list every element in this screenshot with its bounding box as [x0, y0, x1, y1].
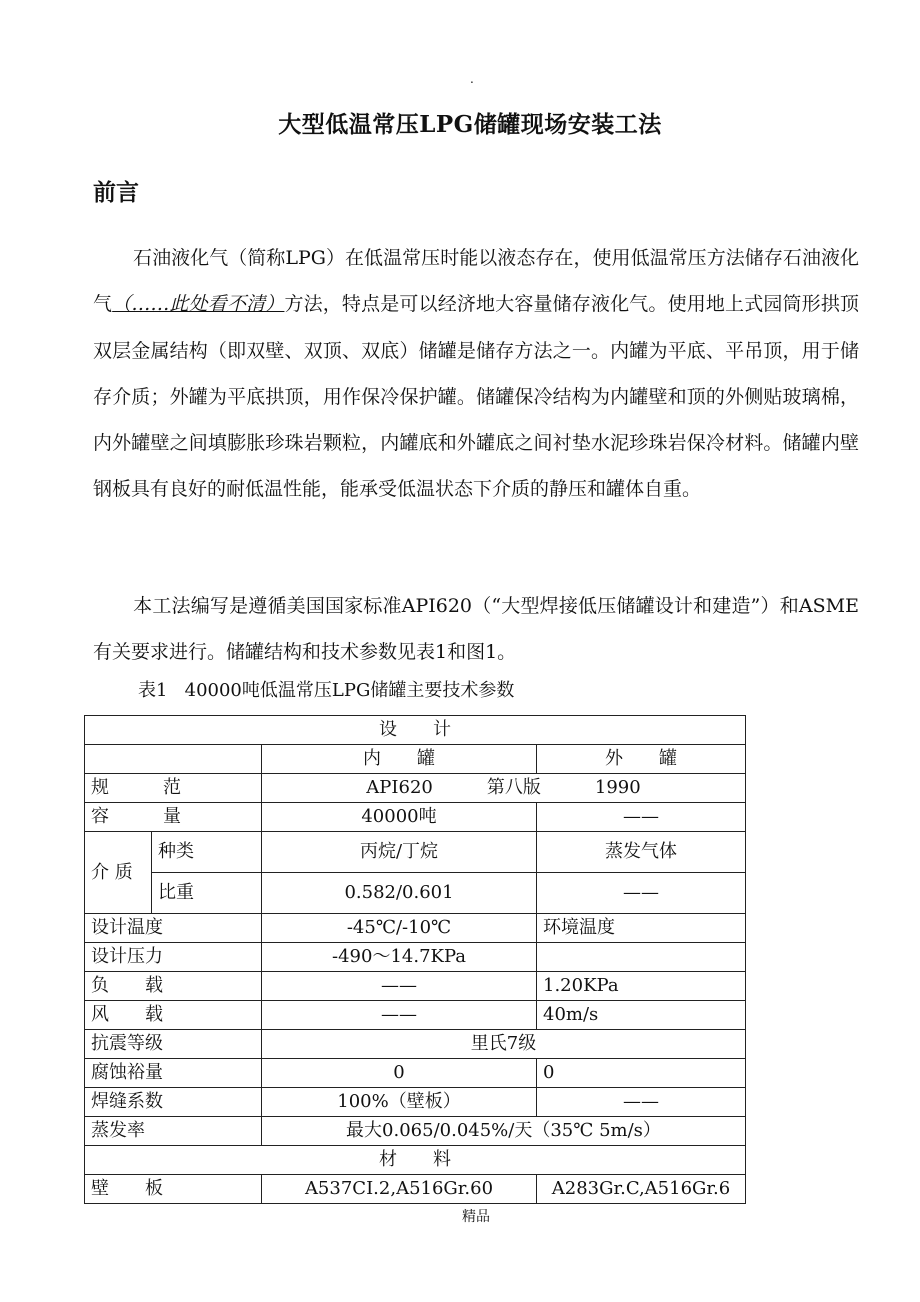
table-cell: 丙烷/丁烷 — [262, 832, 537, 873]
table-cell: 40000吨 — [262, 803, 537, 832]
table-row — [85, 943, 746, 972]
row-label: 设计温度 — [85, 914, 262, 943]
paragraph-intro-part-a: 石油液化气（简称LPG）在低温常压时能以液态存在，使用低温常压方法储存石油液化气 — [93, 247, 859, 316]
paragraph-intro — [93, 235, 859, 513]
row-label: 规 范 — [85, 774, 262, 803]
row-label: 抗震等级 — [85, 1030, 262, 1059]
row-label: 蒸发率 — [85, 1117, 262, 1146]
table-row — [85, 832, 746, 873]
table-row — [85, 1059, 746, 1088]
table-cell: 1.20KPa — [537, 972, 746, 1001]
unclear-text-note: （……此处看不清） — [112, 293, 285, 316]
row-label: 负 载 — [85, 972, 262, 1001]
paragraph-standards — [93, 583, 859, 676]
table-cell: 最大0.065/0.045%/天（35℃ 5m/s） — [262, 1117, 746, 1146]
table-row — [85, 873, 746, 914]
table-row — [85, 1001, 746, 1030]
spec-value-cell: API620 第八版 1990 — [262, 774, 746, 803]
table-row — [85, 1117, 746, 1146]
table-cell: A283Gr.C,A516Gr.6 — [537, 1175, 746, 1204]
table-cell — [537, 943, 746, 972]
row-label: 设计压力 — [85, 943, 262, 972]
table-cell: 环境温度 — [537, 914, 746, 943]
row-label: 腐蚀裕量 — [85, 1059, 262, 1088]
table-cell: -45℃/-10℃ — [262, 914, 537, 943]
table-cell: —— — [537, 1088, 746, 1117]
table-cell: —— — [262, 1001, 537, 1030]
page-footer: 精品 — [462, 1209, 490, 1225]
table-caption: 表1 40000吨低温常压LPG储罐主要技术参数 — [138, 680, 515, 701]
table-row — [85, 803, 746, 832]
document-title: 大型低温常压LPG储罐现场安装工法 — [278, 111, 662, 138]
table-row — [85, 716, 746, 745]
inner-tank-header: 内 罐 — [262, 745, 537, 774]
table-cell: 0 — [537, 1059, 746, 1088]
sub-label: 比重 — [152, 873, 262, 914]
table-cell: -490～14.7KPa — [262, 943, 537, 972]
table-cell: 里氏7级 — [262, 1030, 746, 1059]
table-cell: 0 — [262, 1059, 537, 1088]
outer-tank-header: 外 罐 — [537, 745, 746, 774]
paragraph-intro-part-b: 方法，特点是可以经济地大容量储存液化气。使用地上式园筒形拱顶双层金属结构（即双壁、双顶、双底）储罐是储存方法之一。内罐为平底、平吊顶，用于储存介质；外罐为平底拱顶，用作保冷保护罐。储罐保冷结构为内罐壁和顶的外侧贴玻璃棉，内外罐壁之间填膨胀珍珠岩颗粒，内罐底和外罐底之间衬垫水泥珍珠岩保冷材料。储罐内壁钢板具有良好的耐低温性能，能承受低温状态下介质的静压和罐体自重。 — [93, 293, 859, 501]
table-cell: 40m/s — [537, 1001, 746, 1030]
design-header-cell: 设 计 — [85, 716, 746, 745]
table-row — [85, 1175, 746, 1204]
table-row — [85, 774, 746, 803]
empty-cell — [85, 745, 262, 774]
table-row — [85, 972, 746, 1001]
table-row — [85, 1088, 746, 1117]
table-cell: 100%（壁板） — [262, 1088, 537, 1117]
table-cell: 0.582/0.601 — [262, 873, 537, 914]
table-cell: —— — [537, 803, 746, 832]
row-label: 焊缝系数 — [85, 1088, 262, 1117]
table-cell: 蒸发气体 — [537, 832, 746, 873]
table-row — [85, 914, 746, 943]
row-label: 容 量 — [85, 803, 262, 832]
table-cell: —— — [537, 873, 746, 914]
sub-label: 种类 — [152, 832, 262, 873]
row-label: 风 载 — [85, 1001, 262, 1030]
table-cell: A537CI.2,A516Gr.60 — [262, 1175, 537, 1204]
paragraph-standards-text: 本工法编写是遵循美国国家标准API620（“大型焊接低压储罐设计和建造”）和ASME有关要求进行。储罐结构和技术参数见表1和图1。 — [93, 595, 859, 664]
table-row — [85, 1030, 746, 1059]
top-mark: . — [470, 72, 474, 86]
spec-table — [84, 715, 746, 1204]
row-label-medium: 介 质 — [85, 832, 152, 914]
table-row — [85, 1146, 746, 1175]
section-heading-preface: 前言 — [93, 179, 139, 206]
table-cell: —— — [262, 972, 537, 1001]
row-label: 壁 板 — [85, 1175, 262, 1204]
material-header-cell: 材 料 — [85, 1146, 746, 1175]
table-row — [85, 745, 746, 774]
